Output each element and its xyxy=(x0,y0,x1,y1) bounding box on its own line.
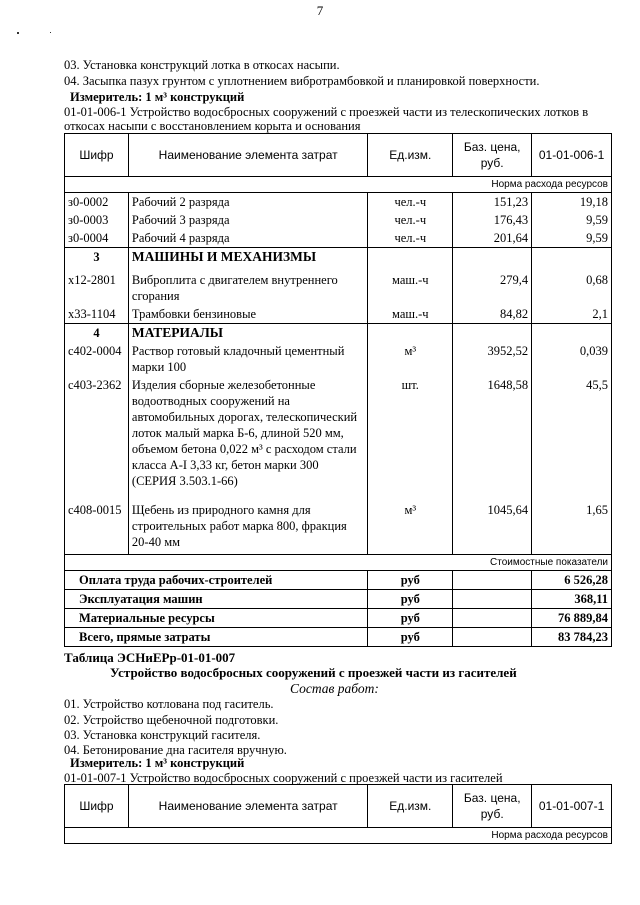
intro-line: 04. Засыпка пазух грунтом с уплотнением вибротрамбовкой и планировкой поверхности. xyxy=(64,74,540,88)
total-name: Всего, прямые затраты xyxy=(65,628,368,647)
row-norm: 9,59 xyxy=(532,211,612,229)
row-unit: маш.-ч xyxy=(368,305,453,324)
total-row xyxy=(65,628,612,647)
section-description: 01-01-006-1 Устройство водосбросных сооружений с проезжей части из телескопических лотков в xyxy=(64,105,589,119)
total-unit: руб xyxy=(368,628,453,647)
total-value: 83 784,23 xyxy=(532,628,612,647)
row-unit: м³ xyxy=(368,342,453,376)
page-number: 7 xyxy=(316,3,324,18)
header-unit: Ед.изм. xyxy=(368,785,453,828)
section-description: откосах насыпи с восстановлением корыта и основания xyxy=(64,119,361,133)
table-row xyxy=(65,376,612,501)
row-code: з0-0002 xyxy=(65,193,129,212)
table-row xyxy=(65,266,612,305)
intro-line: 03. Установка конструкций лотка в откосах насыпи. xyxy=(64,58,340,72)
section-number: 4 xyxy=(65,324,129,343)
header-norm-code: 01-01-007-1 xyxy=(532,785,612,828)
total-name: Оплата труда рабочих-строителей xyxy=(65,571,368,590)
row-price: 3952,52 xyxy=(453,342,532,376)
cost-label: Стоимостные показатели xyxy=(65,555,612,571)
row-code: х12-2801 xyxy=(65,266,129,305)
row-name: Изделия сборные железобетонные водоотводных сооружений на автомобильных дорогах, телескопический лоток малый марка Б-6, длиной 520 мм, объемом бетона 0,022 м³ с расходом стали класса А-I 3,33 кг, бетон марки 300 (СЕРИЯ 3.503.1-66) xyxy=(128,376,367,501)
cost-table-1 xyxy=(64,133,612,647)
total-unit: руб xyxy=(368,609,453,628)
row-code: с408-0015 xyxy=(65,501,129,555)
section-row xyxy=(65,248,612,267)
table-title: Таблица ЭСНиЕРр-01-01-007 xyxy=(64,650,236,665)
section-title: МАТЕРИАЛЫ xyxy=(128,324,367,343)
row-norm: 2,1 xyxy=(532,305,612,324)
row-price: 151,23 xyxy=(453,193,532,212)
row-name: Щебень из природного камня для строительных работ марка 800, фракция 20-40 мм xyxy=(128,501,367,555)
row-name: Виброплита с двигателем внутреннего сгорания xyxy=(128,266,367,305)
row-unit: чел.-ч xyxy=(368,211,453,229)
total-row xyxy=(65,590,612,609)
table-header-row xyxy=(65,785,612,828)
row-norm: 0,039 xyxy=(532,342,612,376)
table-row xyxy=(65,211,612,229)
total-value: 368,11 xyxy=(532,590,612,609)
measure-label: Измеритель: 1 м³ конструкций xyxy=(70,756,245,770)
header-name: Наименование элемента затрат xyxy=(128,785,367,828)
work-item: 01. Устройство котлована под гаситель. xyxy=(64,697,274,711)
row-unit: чел.-ч xyxy=(368,193,453,212)
header-price: Баз. цена, руб. xyxy=(453,785,532,828)
row-code: с402-0004 xyxy=(65,342,129,376)
scan-dot xyxy=(17,32,19,34)
row-price: 176,43 xyxy=(453,211,532,229)
table-row xyxy=(65,501,612,555)
row-unit: маш.-ч xyxy=(368,266,453,305)
row-norm: 19,18 xyxy=(532,193,612,212)
work-item: 02. Устройство щебеночной подготовки. xyxy=(64,713,279,727)
row-name: Рабочий 4 разряда xyxy=(128,229,367,248)
row-code: с403-2362 xyxy=(65,376,129,501)
header-price: Баз. цена, руб. xyxy=(453,134,532,177)
row-price: 201,64 xyxy=(453,229,532,248)
section-description: 01-01-007-1 Устройство водосбросных сооружений с проезжей части из гасителей xyxy=(64,771,503,785)
row-price: 84,82 xyxy=(453,305,532,324)
row-name: Рабочий 2 разряда xyxy=(128,193,367,212)
row-name: Трамбовки бензиновые xyxy=(128,305,367,324)
scan-dot xyxy=(50,32,51,33)
total-value: 6 526,28 xyxy=(532,571,612,590)
section-number: 3 xyxy=(65,248,129,267)
norm-label: Норма расхода ресурсов xyxy=(65,177,612,193)
header-code: Шифр xyxy=(65,134,129,177)
row-norm: 0,68 xyxy=(532,266,612,305)
norm-label: Норма расхода ресурсов xyxy=(65,828,612,844)
table-row xyxy=(65,193,612,212)
section-row xyxy=(65,324,612,343)
header-name: Наименование элемента затрат xyxy=(128,134,367,177)
row-price: 1045,64 xyxy=(453,501,532,555)
total-value: 76 889,84 xyxy=(532,609,612,628)
table-row xyxy=(65,342,612,376)
row-norm: 1,65 xyxy=(532,501,612,555)
total-row xyxy=(65,609,612,628)
header-code: Шифр xyxy=(65,785,129,828)
row-unit: шт. xyxy=(368,376,453,501)
row-norm: 45,5 xyxy=(532,376,612,501)
total-unit: руб xyxy=(368,590,453,609)
total-name: Эксплуатация машин xyxy=(65,590,368,609)
row-unit: м³ xyxy=(368,501,453,555)
row-norm: 9,59 xyxy=(532,229,612,248)
works-label: Состав работ: xyxy=(290,681,379,696)
row-code: з0-0004 xyxy=(65,229,129,248)
work-item: 03. Установка конструкций гасителя. xyxy=(64,728,261,742)
table-row xyxy=(65,305,612,324)
header-unit: Ед.изм. xyxy=(368,134,453,177)
header-norm-code: 01-01-006-1 xyxy=(532,134,612,177)
row-name: Раствор готовый кладочный цементный марки 100 xyxy=(128,342,367,376)
measure-label: Измеритель: 1 м³ конструкций xyxy=(70,90,245,104)
row-unit: чел.-ч xyxy=(368,229,453,248)
cost-table-2 xyxy=(64,784,612,844)
total-row xyxy=(65,571,612,590)
row-code: х33-1104 xyxy=(65,305,129,324)
work-item: 04. Бетонирование дна гасителя вручную. xyxy=(64,743,287,757)
total-unit: руб xyxy=(368,571,453,590)
table-row xyxy=(65,229,612,248)
row-code: з0-0003 xyxy=(65,211,129,229)
table-header-row xyxy=(65,134,612,177)
total-name: Материальные ресурсы xyxy=(65,609,368,628)
section-title: МАШИНЫ И МЕХАНИЗМЫ xyxy=(128,248,367,267)
row-price: 1648,58 xyxy=(453,376,532,501)
row-name: Рабочий 3 разряда xyxy=(128,211,367,229)
row-price: 279,4 xyxy=(453,266,532,305)
table-subtitle: Устройство водосбросных сооружений с проезжей части из гасителей xyxy=(110,665,517,680)
